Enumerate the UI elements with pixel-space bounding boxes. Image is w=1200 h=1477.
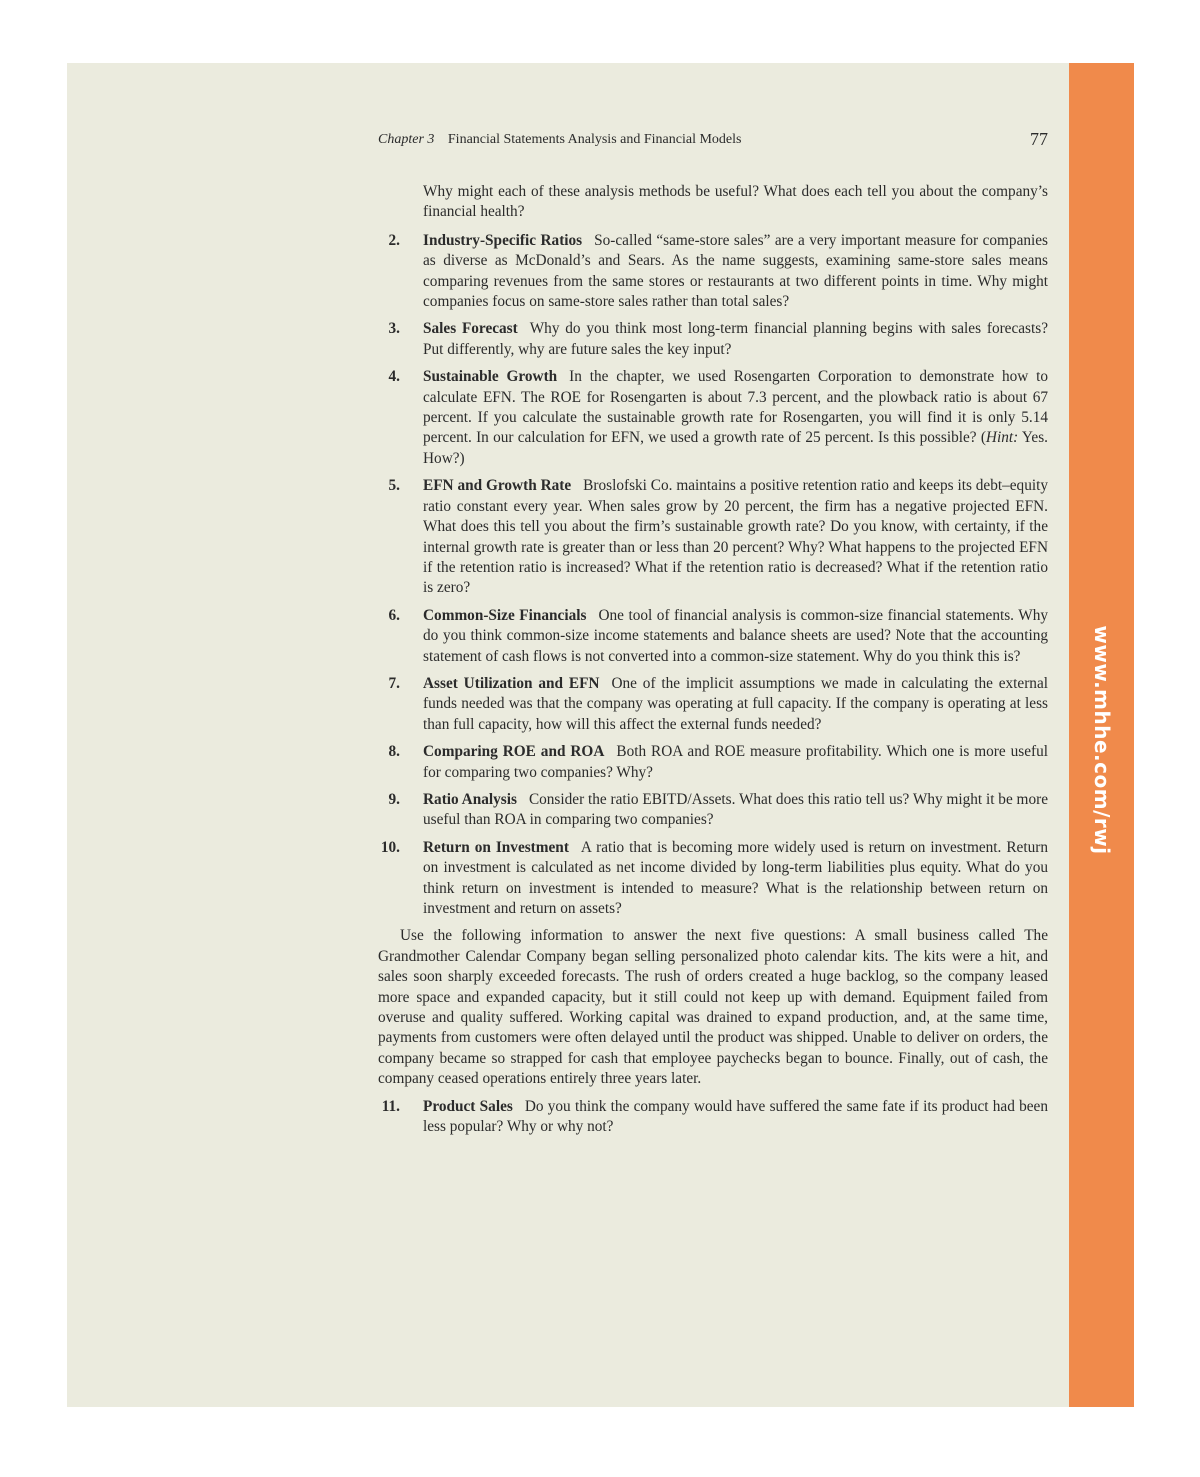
question-8: [378, 742, 1048, 783]
hint-label: Hint:: [985, 429, 1019, 447]
question-number: 2.: [388, 231, 400, 249]
page-content: [378, 182, 1048, 1144]
question-title: Industry-Specific Ratios: [423, 231, 583, 249]
question-title: Comparing ROE and ROA: [423, 743, 605, 761]
question-title: Product Sales: [423, 1097, 513, 1115]
question-11: [378, 1097, 1048, 1138]
scenario-paragraph: Use the following information to answer the next five questions: A small business called The Grandmother Calendar Company began selling personalized photo calendar kits. The kits were a hit, and sales soon sharply exceeded forecasts. The rush of orders created a huge backlog, so the company leased more space and expanded capacity, but it still could not keep up with demand. Equipment failed from overuse and quality suffered. Working capital was drained to expand production, and, at the same time, payments from customers were often delayed until the product was shipped. Unable to deliver on orders, the company became so strapped for cash that employee paychecks began to bounce. Finally, out of cash, the company ceased operations entirely three years later.: [378, 927, 1048, 1088]
question-number: 4.: [388, 368, 400, 386]
question-title: Sales Forecast: [423, 320, 518, 338]
chapter-label: Chapter 3: [378, 132, 435, 147]
question-number: 6.: [388, 606, 400, 624]
question-title: Sustainable Growth: [423, 368, 558, 386]
question-title: Common-Size Financials: [423, 606, 587, 624]
question-text: One tool of financial analysis is common-size financial statements. Why do you think common-size income statements and balance sheets are used? Note that the accounting statement of cash flows is not converted into a common-size statement. Why do you think this is?: [423, 606, 1048, 665]
question-text: A ratio that is becoming more widely used is return on investment. Return on investment is calculated as net income divided by long-term liabilities plus equity. What do you think return on investment is intended to measure? What is the relationship between return on investment and return on assets?: [423, 838, 1048, 917]
question-title: EFN and Growth Rate: [423, 477, 572, 495]
question-text: Consider the ratio EBITD/Assets. What does this ratio tell us? Why might it be more useful than ROA in comparing two companies?: [423, 790, 1048, 829]
question-10: [378, 838, 1048, 920]
question-number: 7.: [388, 674, 400, 692]
intro-text: Why might each of these analysis methods be useful? What does each tell you about the company’s financial health?: [423, 183, 1048, 221]
question-title: Ratio Analysis: [423, 790, 517, 808]
question-title: Return on Investment: [423, 838, 569, 856]
question-number: 10.: [380, 838, 400, 856]
question-number: 9.: [388, 790, 400, 808]
question-text: Broslofski Co. maintains a positive retention ratio and keeps its debt–equity ratio constant every year. When sales grow by 20 percent, the firm has a negative projected EFN. What does this tell you about the firm’s sustainable growth rate? Do you know, with certainty, if the internal growth rate is greater than or less than 20 percent? Why? What happens to the projected EFN if the retention ratio is increased? What if the retention ratio is decreased? What if the retention ratio is zero?: [423, 477, 1048, 597]
question-number: 11.: [381, 1097, 400, 1115]
chapter-title: Financial Statements Analysis and Financial Models: [447, 132, 742, 147]
question-5: [378, 476, 1048, 598]
question-number: 5.: [388, 477, 400, 495]
question-text: Do you think the company would have suffered the same fate if its product had been less popular? Why or why not?: [423, 1097, 1048, 1136]
question-3: [378, 319, 1048, 360]
side-url: www.mhhe.com/rwj: [1090, 625, 1114, 855]
page-number: 77: [1030, 129, 1048, 149]
hint-text: Yes. How?): [423, 429, 1048, 467]
question-text: Both ROA and ROE measure profitability. Which one is more useful for comparing two companies? Why?: [423, 743, 1048, 781]
question-9: [378, 790, 1048, 831]
page-header: [378, 129, 1048, 149]
question-6: [378, 606, 1048, 667]
question-4: [378, 367, 1048, 469]
question-number: 8.: [388, 743, 400, 761]
question-text: One of the implicit assumptions we made in calculating the external funds needed was that the company was operating at full capacity. If the company is operating at less than full capacity, how will this affect the external funds needed?: [423, 674, 1048, 733]
question-text: So-called “same-store sales” are a very important measure for companies as diverse as McDonald’s and Sears. As the name suggests, examining same-store sales means comparing revenues from the same stores or restaurants at two different points in time. Why might companies focus on same-store sales rather than total sales?: [423, 231, 1048, 311]
question-number: 3.: [388, 320, 400, 338]
question-text: Why do you think most long-term financial planning begins with sales forecasts? Put differently, why are future sales the key input?: [423, 320, 1048, 358]
question-2: [378, 231, 1048, 313]
question-title: Asset Utilization and EFN: [423, 674, 600, 692]
question-text: In the chapter, we used Rosengarten Corporation to demonstrate how to calculate EFN. The ROE for Rosengarten is about 7.3 percent, and the plowback ratio is about 67 percent. If you calculate the sustainable growth rate for Rosengarten, you will find it is only 5.14 percent. In our calculation for EFN, we used a growth rate of 25 percent. Is this possible? (: [423, 368, 1048, 447]
question-7: [378, 674, 1048, 735]
